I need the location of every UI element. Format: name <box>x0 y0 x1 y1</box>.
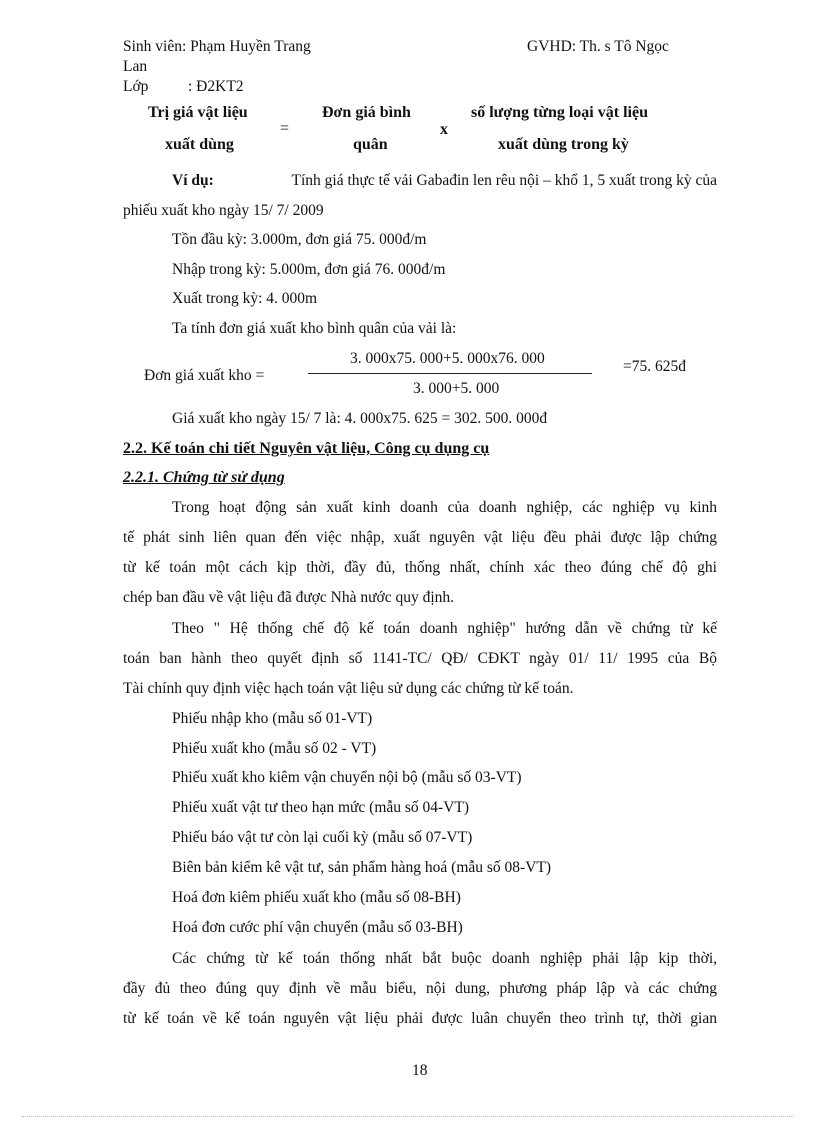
formula1-left-line2: xuất dùng <box>165 136 234 153</box>
document-list-item: Phiếu nhập kho (mẫu số 01-VT) <box>172 710 373 727</box>
header-class-label: Lớp <box>123 78 149 95</box>
header-advisor: GVHD: Th. s Tô Ngọc <box>527 38 669 55</box>
formula2-label: Đơn giá xuất kho = <box>144 367 265 384</box>
formula1-equals: = <box>280 120 290 137</box>
example-line1 <box>172 173 717 189</box>
formula1-times: x <box>440 121 448 138</box>
example-calc-intro: Ta tính đơn giá xuất kho bình quân của vải là: <box>172 320 457 337</box>
paragraph3-line: đầy đủ theo đúng quy định về mẫu biểu, nội dung, phương pháp lập và các chứng <box>123 980 717 997</box>
page-number: 18 <box>412 1062 428 1079</box>
example-line2: phiếu xuất kho ngày 15/ 7/ 2009 <box>123 202 324 219</box>
subsection-heading: 2.2.1. Chứng từ sử dụng <box>123 469 285 486</box>
formula1-mid-line1: Đơn giá bình <box>322 104 411 121</box>
header-advisor-continued: Lan <box>123 58 148 75</box>
paragraph1-line: tế phát sinh liên quan đến việc nhập, xuất nguyên vật liệu đều phải được lập chứng <box>123 529 717 546</box>
document-list-item: Phiếu xuất kho kiêm vận chuyển nội bộ (mẫu số 03-VT) <box>172 769 522 786</box>
example-line1-text: Tính giá thực tế vải Gabađin len rêu nội – khổ 1, 5 xuất trong kỳ của <box>291 172 717 189</box>
document-list-item: Hoá đơn kiêm phiếu xuất kho (mẫu số 08-BH) <box>172 889 461 906</box>
paragraph3-line: Các chứng từ kế toán thống nhất bắt buộc doanh nghiệp phải lập kịp thời, <box>172 950 717 967</box>
fraction-bar <box>308 373 592 374</box>
paragraph2-line: toán ban hành theo quyết định số 1141-TC/ QĐ/ CĐKT ngày 01/ 11/ 1995 của Bộ <box>123 650 717 667</box>
result-line: Giá xuất kho ngày 15/ 7 là: 4. 000x75. 625 = 302. 500. 000đ <box>172 410 548 427</box>
example-export: Xuất trong kỳ: 4. 000m <box>172 290 318 307</box>
footer-divider <box>22 1116 794 1117</box>
header-student: Sinh viên: Phạm Huyền Trang <box>123 38 311 55</box>
formula1-left-line1: Trị giá vật liệu <box>148 104 248 121</box>
document-list-item: Phiếu xuất vật tư theo hạn mức (mẫu số 04-VT) <box>172 799 470 816</box>
paragraph1-line: chép ban đầu về vật liệu đã được Nhà nước quy định. <box>123 589 455 606</box>
formula2-denominator: 3. 000+5. 000 <box>413 380 500 397</box>
formula1-mid-line2: quân <box>353 136 388 153</box>
formula2-result: =75. 625đ <box>623 358 686 375</box>
header-class-value: : Đ2KT2 <box>188 78 244 95</box>
document-list-item: Biên bản kiểm kê vật tư, sản phẩm hàng hoá (mẫu số 08-VT) <box>172 859 552 876</box>
paragraph2-line: Theo " Hệ thống chế độ kế toán doanh nghiệp" hướng dẫn về chứng từ kế <box>172 620 717 637</box>
example-import: Nhập trong kỳ: 5.000m, đơn giá 76. 000đ/m <box>172 261 446 278</box>
section-heading: 2.2. Kế toán chi tiết Nguyên vật liệu, Công cụ dụng cụ <box>123 440 490 457</box>
document-list-item: Phiếu xuất kho (mẫu số 02 - VT) <box>172 740 377 757</box>
paragraph1-line: Trong hoạt động sản xuất kinh doanh của doanh nghiệp, các nghiệp vụ kinh <box>172 499 717 516</box>
example-opening-stock: Tồn đầu kỳ: 3.000m, đơn giá 75. 000đ/m <box>172 231 427 248</box>
example-label: Ví dụ: <box>172 172 214 189</box>
formula1-right-line1: số lượng từng loại vật liệu <box>471 104 648 121</box>
paragraph2-line: Tài chính quy định việc hạch toán vật liệu sử dụng các chứng từ kế toán. <box>123 680 574 697</box>
formula2-numerator: 3. 000x75. 000+5. 000x76. 000 <box>350 350 545 367</box>
document-list-item: Phiếu báo vật tư còn lại cuối kỳ (mẫu số 07-VT) <box>172 829 473 846</box>
paragraph1-line: từ kế toán một cách kịp thời, đầy đủ, thống nhất, chính xác theo đúng chế độ ghi <box>123 559 717 576</box>
formula1-right-line2: xuất dùng trong kỳ <box>498 136 629 153</box>
document-list-item: Hoá đơn cước phí vận chuyển (mẫu số 03-BH) <box>172 919 463 936</box>
paragraph3-line: từ kế toán về kế toán nguyên vật liệu phải được luân chuyển theo trình tự, thời gian <box>123 1010 717 1027</box>
